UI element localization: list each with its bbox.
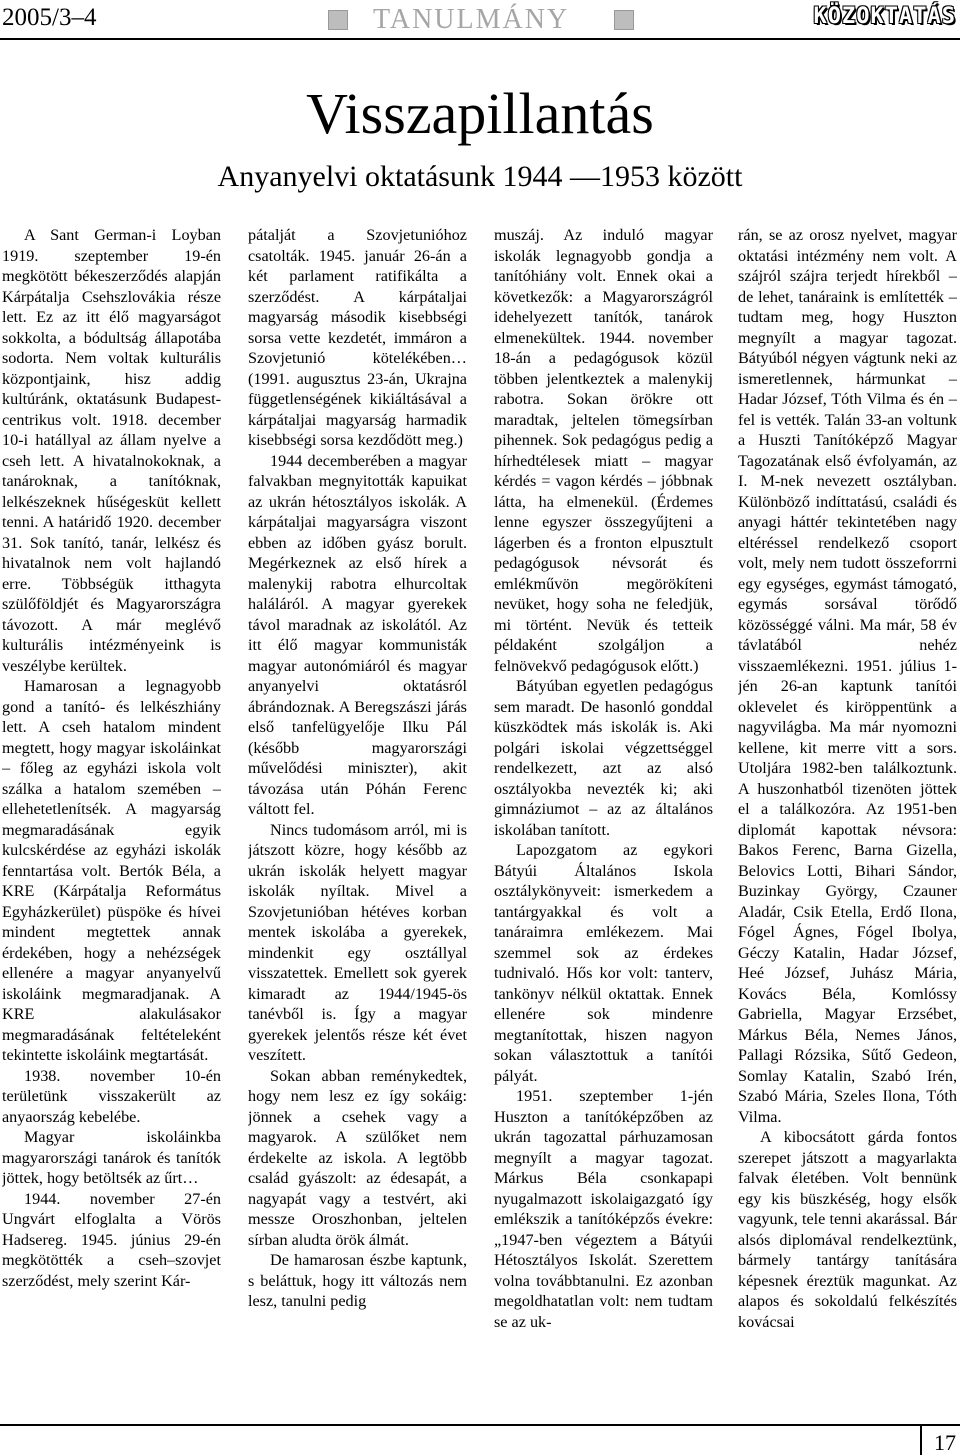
paragraph: Sokan abban reménykedtek, hogy nem lesz ez így sokáig: jönnek a csehek vagy a magyarok. A szülőket nem érdekelte az iskola. A legtöbb család gyászolt: az édesapát, a nagyapát vagy a testvért, aki messze Oroszhonban, jeltelen sírban aludta örök álmát. (248, 1066, 467, 1249)
text-column-2 (248, 225, 467, 1410)
paragraph: 1944 decemberében a magyar falvakban megnyitották kapuikat az ukrán hétosztályos iskolák. A kárpátaljai magyarságra viszont ebben az időben gyász borult. Megérkeznek az első hírek a malenykij rabotra elhurcoltak haláláról. A magyar gyerekek távol maradnak az iskolától. Az itt élő magyar kommunisták magyar autonómiáról és magyar anyanyelvi oktatásról ábrándoznak. A Beregszászi járás első tanfelügyelője Ilku Pál (később magyarországi művelődési miniszter), akit távozása után Póhán Ferenc váltott fel. (248, 451, 467, 818)
issue-number: 2005/3–4 (2, 4, 97, 31)
paragraph: Magyar iskoláinkba magyarországi tanárok és tanítók jöttek, hogy betöltsék az űrt… (2, 1128, 221, 1187)
paragraph: Lapozgatom az egykori Bátyúi Általános Iskola osztálykönyveit: ismerkedem a tantárgyakkal és volt a tanáraimra emlékezem. Mai szemmel sok az érdekes tudnivaló. Hős kor volt: tanterv, tankönyv nélkül oktattak. Ennek ellenére sok mindenre megtanítottak, hiszen nagyon sokan választottuk a tanítói pályát. (494, 841, 713, 1085)
journal-logo: KÖZOKTATÁS (813, 4, 956, 29)
section-label: TANULMÁNY (373, 4, 570, 35)
page-number: 17 (934, 1430, 956, 1455)
running-header (0, 0, 960, 40)
article-title: Visszapillantás (306, 81, 654, 146)
footer-divider (920, 1424, 922, 1455)
paragraph: Nincs tudomásom arról, mi is játszott közre, hogy később az ukrán iskolák helyett magyar iskolák nyíltak. Mivel a Szovjetunióban hétéves korban mentek iskolába a gyerekek, mindenkit egy osztállyal visszatettek. Emellett sok gyerek kimaradt az 1944/1945-ös tanévből is. Így a magyar gyerekek jelentős része két évet veszített. (248, 820, 467, 1064)
paragraph: A kibocsátott gárda fontos szerepet játszott a magyarlakta falvak életében. Volt bennünk egy kis büszkéség, hogy elsők vagyunk, tele tenni akarással. Bár alsós diplomával rendelkeztünk, bármely tantárgy tanítására képesnek éreztük magunkat. Az alapos és sokoldalú felkészítés kovácsai (738, 1128, 957, 1331)
paragraph: A Sant German-i Loyban 1919. szeptember 19-én megkötött békeszerződés alapján Kárpátalja Csehszlovákia része lett. Ez az itt élő magyarságot sokkolta, a bódultság állapotába sodorta. Nem voltak kulturális központjaink, hisz addig kultúránk, oktatásunk Budapest-centrikus volt. 1918. december 10-i hatállyal az állam nyelve a cseh lett. A hivatalnokoknak, a tanároknak, a tanítóknak, lelkészeknek hűségesküt kellett tenni. A határidő 1920. december 31. Sok tanító, tanár, lelkész és hivatalnok nem volt hajlandó erre. Többségük itthagyta szülőföldjét és Magyarországra távozott. A már meglévő kulturális intézményeink is veszélybe kerültek. (2, 226, 221, 675)
paragraph: pátalját a Szovjetunióhoz csatolták. 1945. január 26-án a két parlament ratifikálta a szerződést. A kárpátaljai magyarság második kisebbségi sorsa vette kezdetét, immáron a Szovjetunió kötelékében… (1991. augusztus 23-án, Ukrajna függetlenségének kikiáltásával a kárpátaljai magyarság harmadik kisebbségi sorsa kezdődött meg.) (248, 226, 467, 449)
square-bullet-icon (328, 10, 348, 30)
text-column-3 (494, 225, 713, 1410)
paragraph: rán, se az orosz nyelvet, magyar oktatási intézmény nem volt. A szájról szájra terjedt hírekből – de lehet, tanáraink is említették – tudtam meg, hogy Huszton megnyílt a magyar tagozat. Bátyúból négyen vágtunk neki az ismeretlennek, hármunkat – Hadar József, Tóth Vilma és én – fel is vették. Talán 33-an voltunk a Huszti Tanítóképző Magyar Tagozatának első évfolyamán, az I. M-nek nevezett osztályban. Különböző indíttatású, családi és anyagi háttér tekintetében nagy eltéréssel rendelkező csoport volt, mely nem tudott összeforrni egy egységes, egymást támogató, egymás sorsával törődő közösséggé válni. Ma már, 58 év távlatából nehéz visszaemlékezni. 1951. július 1-jén 26-an kaptunk tanítói oklevelet és kiröppentünk a nagyvilágba. Ma már nyomozni kellene, kit merre vitt a sors. Utoljára 1982-ben találkoztunk. A huszonhatból tizenöten jöttek el a találkozóra. Az 1951-ben diplomát kapottak névsora: Bakos Ferenc, Barna Gizella, Belovics Lotti, Bihari Sándor, Buzinkay György, Czauner Aladár, Csik Etella, Erdő Ilona, Fógel Ágnes, Fógel Ibolya, Géczy Katalin, Hadar József, Heé József, Juhász Mária, Kovács Béla, Komlóssy Gabriella, Magyar Erzsébet, Márkus Béla, Nemes János, Pallagi Rózsika, Sűtő Gedeon, Somlay Katalin, Szabó Irén, Szabó Mária, Szeles Ilona, Tóth Vilma. (738, 226, 957, 1126)
paragraph: Hamarosan a legnagyobb gond a tanító- és lelkészhiány lett. A cseh hatalom mindent megtett, hogy magyar iskoláinkat – főleg az egyházi iskola volt szálka a hatalom szemében – ellehetetlenítsék. A magyarság megmaradásának egyik kulcskérdése az egyházi iskolák fenntartása volt. Bertók Béla, a KRE (Kárpátalja Református Egyházkerület) püspöke és hívei mindent megtettek annak érdekében, hogy a nehézségek ellenére a magyar anyanyelvű iskoláink megmaradjanak. A KRE alakulásakor megmaradásának feltételeként tekintette iskoláink megtartását. (2, 677, 221, 1064)
paragraph: 1951. szeptember 1-jén Huszton a tanítóképzőben az ukrán tagozattal párhuzamosan megnyílt a magyar tagozat. Márkus Béla csonkapapi nyugalmazott iskolaigazgató így emlékszik a tanítóképzős évekre: „1947-ben végeztem a Bátyúi Hétosztályos Iskolát. Szerettem volna továbbtanulni. Ez azonban megoldhatatlan volt: nem tudtam se az uk- (494, 1087, 713, 1331)
header-rule (0, 38, 960, 40)
footer-rule (0, 1424, 960, 1426)
paragraph: 1938. november 10-én területünk visszakerült az anyaország kebelébe. (2, 1066, 221, 1126)
paragraph: Bátyúban egyetlen pedagógus sem maradt. De hasonló gonddal küszködtek más iskolák is. Aki polgári iskolai végzettséggel rendelkezett, azt az alsó osztályokba nevezték ki; aki gimnáziumot – az az általános iskolában tanított. (494, 677, 713, 839)
paragraph: 1944. november 27-én Ungvárt elfoglalta a Vörös Hadsereg. 1945. június 29-én megkötötték a cseh–szovjet szerződést, mely szerint Kár- (2, 1189, 221, 1290)
article-subtitle: Anyanyelvi oktatásunk 1944 —1953 között (217, 160, 743, 193)
text-column-1 (2, 225, 221, 1410)
square-bullet-icon (614, 10, 634, 30)
paragraph: muszáj. Az induló magyar iskolák legnagyobb gondja a tanítóhiány volt. Ennek okai a következők: a Magyarországról idehelyezett tanítók, tanárok elmenekültek. 1944. november 18-án a pedagógusok közül többen jelentkeztek a malenykij rabotra. Sokan örökre ott maradtak, jeltelen tömegsírban pihennek. Sok pedagógus pedig a hírhedtélesek miatt – magyar kérdés = vagon kérdés – jóbbnak látta, ha elmenekül. (Érdemes lenne egyszer összegyűjteni a lágerben és a fronton elpusztult pedagógusok névsorát és emlékművön megörökíteni nevüket, hogy soha ne feledjük, mi történt. Nevük és tetteik példaként szolgáljon a felnövekvő pedagógusok előtt.) (494, 226, 713, 675)
paragraph: De hamarosan észbe kaptunk, s beláttuk, hogy itt változás nem lesz, tanulni pedig (248, 1251, 467, 1310)
text-column-4 (738, 225, 957, 1410)
